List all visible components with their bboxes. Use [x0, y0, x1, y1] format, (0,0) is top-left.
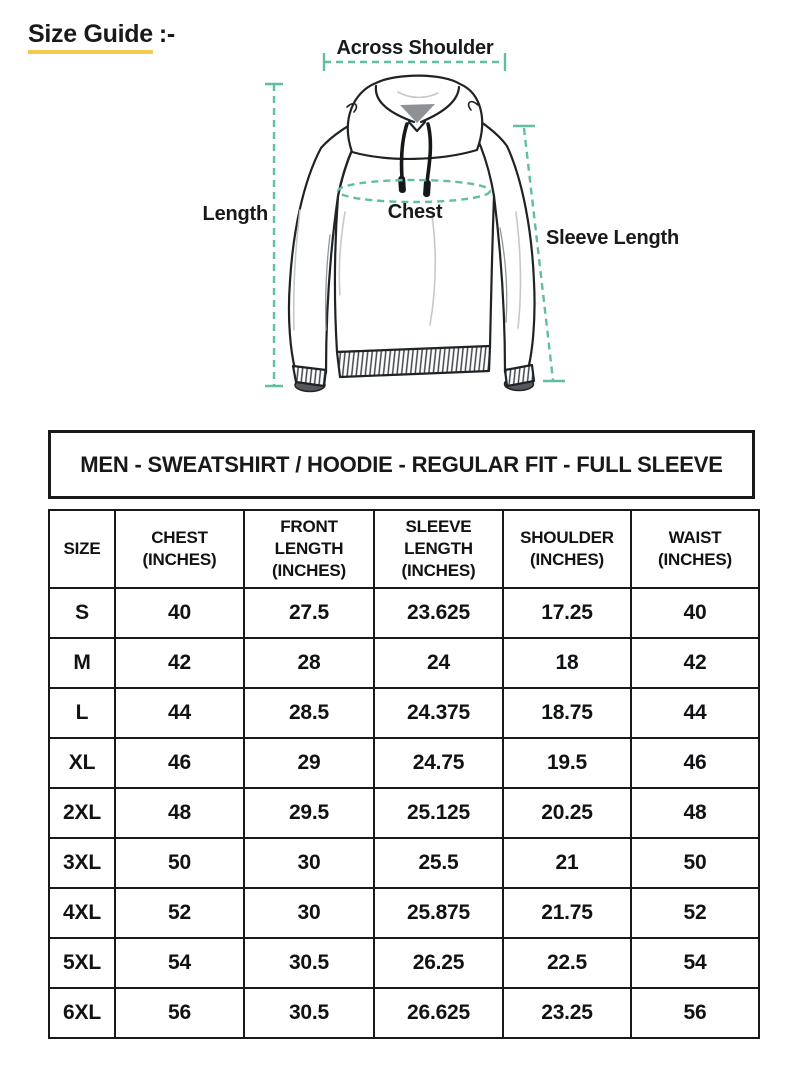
sleeve-length-label: Sleeve Length — [546, 227, 679, 249]
value-cell: 18 — [503, 638, 631, 688]
size-table-body — [49, 588, 759, 1038]
column-header: WAIST (INCHES) — [631, 510, 759, 588]
table-row — [49, 588, 759, 638]
value-cell: 54 — [631, 938, 759, 988]
table-row — [49, 738, 759, 788]
value-cell: 56 — [115, 988, 244, 1038]
table-row — [49, 988, 759, 1038]
measurement-diagram — [0, 0, 800, 420]
value-cell: 26.25 — [374, 938, 503, 988]
value-cell: 21 — [503, 838, 631, 888]
value-cell: 40 — [115, 588, 244, 638]
value-cell: 20.25 — [503, 788, 631, 838]
table-row — [49, 838, 759, 888]
value-cell: 50 — [631, 838, 759, 888]
size-cell: 3XL — [49, 838, 115, 888]
value-cell: 52 — [115, 888, 244, 938]
size-cell: S — [49, 588, 115, 638]
table-row — [49, 688, 759, 738]
value-cell: 22.5 — [503, 938, 631, 988]
value-cell: 24.75 — [374, 738, 503, 788]
length-label: Length — [202, 203, 268, 225]
table-title-banner — [48, 430, 755, 499]
value-cell: 56 — [631, 988, 759, 1038]
value-cell: 19.5 — [503, 738, 631, 788]
size-cell: 6XL — [49, 988, 115, 1038]
value-cell: 26.625 — [374, 988, 503, 1038]
value-cell: 25.875 — [374, 888, 503, 938]
value-cell: 24 — [374, 638, 503, 688]
value-cell: 48 — [115, 788, 244, 838]
header-row — [49, 510, 759, 588]
value-cell: 28 — [244, 638, 374, 688]
table-row — [49, 888, 759, 938]
value-cell: 18.75 — [503, 688, 631, 738]
column-header: SHOULDER (INCHES) — [503, 510, 631, 588]
value-cell: 44 — [115, 688, 244, 738]
value-cell: 42 — [115, 638, 244, 688]
value-cell: 30 — [244, 838, 374, 888]
page-title-suffix: :- — [158, 20, 175, 48]
value-cell: 28.5 — [244, 688, 374, 738]
value-cell: 27.5 — [244, 588, 374, 638]
value-cell: 24.375 — [374, 688, 503, 738]
value-cell: 52 — [631, 888, 759, 938]
value-cell: 30 — [244, 888, 374, 938]
value-cell: 23.625 — [374, 588, 503, 638]
value-cell: 46 — [115, 738, 244, 788]
column-header: FRONT LENGTH (INCHES) — [244, 510, 374, 588]
page-title-text: Size Guide — [28, 20, 153, 54]
size-cell: L — [49, 688, 115, 738]
table-row — [49, 788, 759, 838]
size-cell: XL — [49, 738, 115, 788]
value-cell: 17.25 — [503, 588, 631, 638]
chest-label: Chest — [387, 201, 443, 223]
value-cell: 46 — [631, 738, 759, 788]
value-cell: 42 — [631, 638, 759, 688]
value-cell: 48 — [631, 788, 759, 838]
size-chart-table — [48, 509, 760, 1039]
size-cell: 2XL — [49, 788, 115, 838]
value-cell: 25.125 — [374, 788, 503, 838]
value-cell: 50 — [115, 838, 244, 888]
value-cell: 54 — [115, 938, 244, 988]
across-shoulder-label: Across Shoulder — [336, 37, 494, 59]
column-header: CHEST (INCHES) — [115, 510, 244, 588]
value-cell: 30.5 — [244, 988, 374, 1038]
table-title: MEN - SWEATSHIRT / HOODIE - REGULAR FIT - FULL SLEEVE — [80, 451, 723, 477]
value-cell: 23.25 — [503, 988, 631, 1038]
size-cell: 5XL — [49, 938, 115, 988]
value-cell: 44 — [631, 688, 759, 738]
table-row — [49, 938, 759, 988]
value-cell: 25.5 — [374, 838, 503, 888]
value-cell: 29.5 — [244, 788, 374, 838]
value-cell: 40 — [631, 588, 759, 638]
table-row — [49, 638, 759, 688]
value-cell: 21.75 — [503, 888, 631, 938]
column-header: SIZE — [49, 510, 115, 588]
column-header: SLEEVE LENGTH (INCHES) — [374, 510, 503, 588]
size-cell: 4XL — [49, 888, 115, 938]
size-cell: M — [49, 638, 115, 688]
value-cell: 30.5 — [244, 938, 374, 988]
value-cell: 29 — [244, 738, 374, 788]
